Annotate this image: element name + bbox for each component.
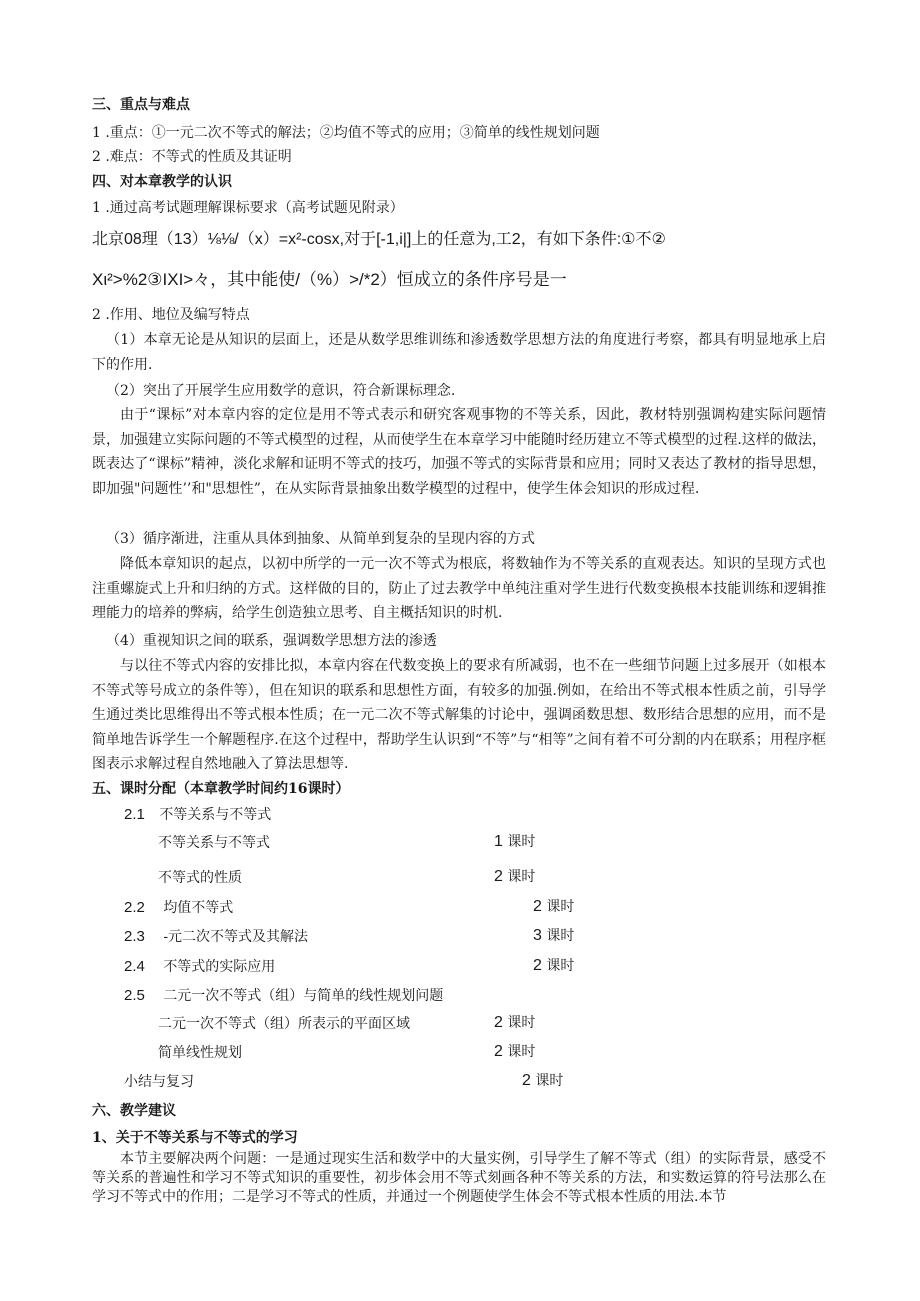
paragraph-4-body: 与以往不等式内容的安排比拟，本章内容在代数变换上的要求有所减弱，也不在一些细节问题上过多展开（如根本不等式等号成立的条件等），但在知识的联系和思想性方面，有较多的加强.例如，在给出不等式根本性质之前，引导学生通过类比思维得出不等式根本性质；在一元二次不等式解集的讨论中，强调函数思想、数形结合思想的应用，而不是简单地告诉学生一个解题程序.在这个过程中，帮助学生认识到“不等”与“相等”之间有着不可分割的内在联系；用程序框图表示求解过程自然地融入了算法思想等. [92,658,826,772]
schedule-title: 不等关系与不等式 [158,835,270,851]
section-5-heading: 五、课时分配（本章教学时间约16课时） [92,781,350,797]
schedule-title: 简单线性规划 [158,1045,242,1061]
section-6-paragraph: 本节主要解决两个问题：一是通过现实生活和数学中的大量实例，引导学生了解不等式（组）的实际背景，感受不等关系的普遍性和学习不等式知识的重要性，初步体会用不等式刻画各种不等关系的方法，和实数运算的符号法那么在学习不等式中的作用；二是学习不等式的性质，并通过一个例题使学生体会不等式根本性质的用法.本节 [92,1151,826,1205]
schedule-row [124,806,271,824]
schedule-row [158,1015,410,1033]
paragraph-3-heading: （3）循序渐进，注重从具体到抽象、从简单到复杂的呈现内容的方式 [106,531,535,547]
schedule-hours: 2 课时 [522,1072,564,1089]
schedule-row [124,1073,194,1091]
schedule-hours: 2 课时 [494,1043,536,1060]
paragraph-3-body: 降低本章知识的起点，以初中所学的一元一次不等式为根底，将数轴作为不等关系的直观表达。知识的呈现方式也注重螺旋式上升和归纳的方式。这样做的目的，防止了过去教学中单纯注重对学生进行代数变换根本技能训练和逻辑推理能力的培养的弊病，给学生创造独立思考、自主概括知识的时机. [92,556,826,621]
schedule-hours: 2 课时 [533,957,575,974]
schedule-hours: 2 课时 [494,1014,536,1031]
difficulty-item: 2 .难点：不等式的性质及其证明 [92,149,292,165]
schedule-row [158,834,270,852]
role-features-item: 2 .作用、地位及编写特点 [92,307,250,323]
schedule-row [124,987,443,1005]
section-6-heading: 六、教学建议 [92,1103,176,1119]
schedule-row [124,899,233,917]
exam-requirement-item: 1 .通过高考试题理解课标要求（高考试题见附录） [92,200,404,216]
schedule-row [124,958,275,976]
schedule-title: 二元一次不等式（组）与简单的线性规划问题 [163,988,444,1004]
exam-question-line-1: 北京08理（13）⅛⅛/（x）=x²-cosx,对于[-1,i|]上的任意为,工2，有如下条件:①不② [92,231,666,248]
schedule-hours: 2 课时 [533,898,575,915]
schedule-number: 2.3 [124,928,145,945]
schedule-title: 二元一次不等式（组）所表示的平面区域 [158,1016,410,1032]
schedule-hours: 1 课时 [494,833,536,850]
paragraph-4-heading: （4）重视知识之间的联系，强调数学思想方法的渗透 [106,633,437,649]
schedule-title: 不等式的性质 [158,870,242,886]
paragraph-2-heading: （2）突出了开展学生应用数学的意识，符合新课标理念. [106,383,456,399]
schedule-hours: 3 课时 [533,927,575,944]
schedule-row [158,1044,242,1062]
paragraph-1: （1）本章无论是从知识的层面上，还是从数学思维训练和渗透数学思想方法的角度进行考察，都具有明显地承上启下的作用. [92,332,826,373]
schedule-number: 2.1 [124,806,145,823]
schedule-title: 均值不等式 [163,900,234,916]
schedule-row [124,928,308,946]
schedule-number: 2.4 [124,958,145,975]
schedule-title: -元二次不等式及其解法 [163,929,309,945]
paragraph-2-body: 由于“课标”对本章内容的定位是用不等式表示和研究客观事物的不等关系，因此，教材特别强调构建实际问题情景，加强建立实际问题的不等式模型的过程，从而使学生在本章学习中能随时经历建立不等式模型的过程.这样的做法，既表达了“课标”精神，淡化求解和证明不等式的技巧，加强不等式的实际背景和应用；同时又表达了教材的指导思想，即加强"问题性’’和"思想性”，在从实际背景抽象出数学模型的过程中，使学生体会知识的形成过程. [92,407,826,497]
key-points-item: 1 .重点：①一元二次不等式的解法；②均值不等式的应用；③简单的线性规划问题 [92,125,600,141]
schedule-title: 不等关系与不等式 [159,807,272,823]
subsection-6-1-heading: 1、关于不等关系与不等式的学习 [92,1130,298,1146]
schedule-number: 2.5 [124,987,145,1004]
schedule-row [158,869,242,887]
schedule-title: 小结与复习 [124,1074,194,1090]
section-4-heading: 四、对本章教学的认识 [92,174,232,190]
schedule-number: 2.2 [124,899,145,916]
section-3-heading: 三、重点与难点 [92,97,190,113]
schedule-title: 不等式的实际应用 [163,959,276,975]
schedule-hours: 2 课时 [494,868,536,885]
exam-question-line-2: Xι²>%2③IXI>々，其中能使/（%）>/*2）恒成立的条件序号是一 [92,270,567,289]
